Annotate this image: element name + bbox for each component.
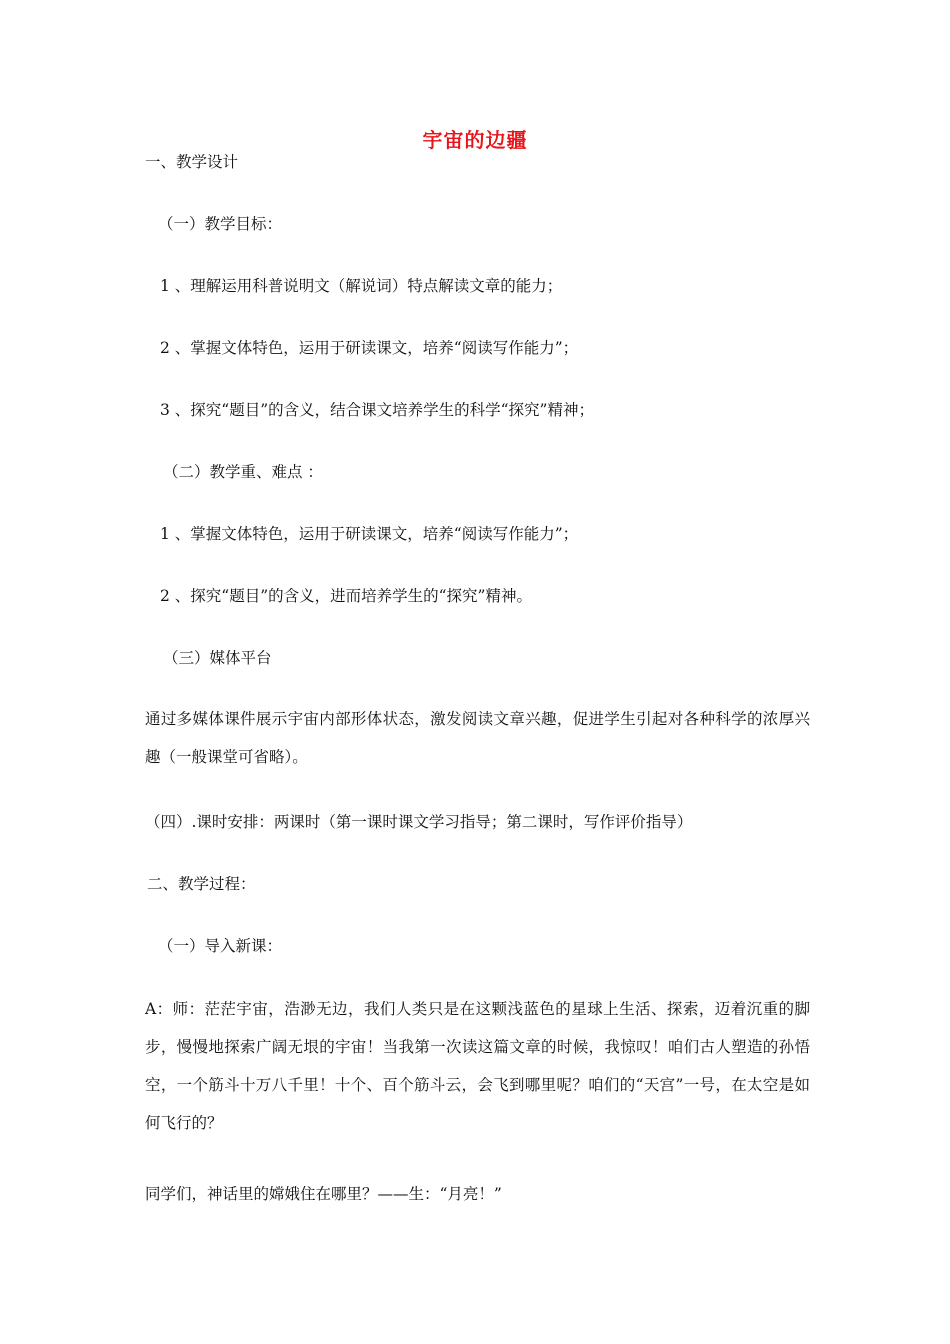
key-points-heading: （二）教学重、难点 ： bbox=[163, 463, 323, 481]
section1-heading: 一、教学设计 bbox=[145, 153, 239, 171]
intro-paragraph-a: A：师：茫茫宇宙，浩渺无边，我们人类只是在这颗浅蓝色的星球上生活、探索，迈着沉重的脚步，慢慢地探索广阔无垠的宇宙！当我第一次读这篇文章的时候，我惊叹！咱们古人塑造的孙悟空，一个筋斗十万八千里！十个、百个筋斗云，会飞到哪里呢？咱们的“天宫”一号，在太空是如何飞行的？ bbox=[145, 1000, 810, 1132]
media-paragraph: 通过多媒体课件展示宇宙内部形体状态，激发阅读文章兴趣，促进学生引起对各种科学的浓厚兴趣（一般课堂可省略）。 bbox=[145, 710, 810, 766]
schedule-line: （四）.课时安排：两课时（第一课时课文学习指导；第二课时，写作评价指导） bbox=[145, 813, 693, 831]
section2-heading: 二、教学过程： bbox=[147, 875, 256, 893]
key-point-item-1: 1 、掌握文体特色，运用于研读课文，培养“阅读写作能力”； bbox=[160, 525, 579, 543]
intro-heading: （一）导入新课： bbox=[158, 937, 283, 955]
objectives-heading: （一）教学目标： bbox=[158, 215, 283, 233]
key-point-item-2: 2 、探究“题目”的含义，进而培养学生的“探究”精神。 bbox=[160, 587, 532, 605]
media-heading: （三）媒体平台 bbox=[163, 649, 272, 667]
intro-question: 同学们，神话里的嫦娥住在哪里？——生：“月亮！” bbox=[145, 1185, 502, 1203]
objective-item-2: 2 、掌握文体特色，运用于研读课文，培养“阅读写作能力”； bbox=[160, 339, 579, 357]
objective-item-1: 1 、理解运用科普说明文（解说词）特点解读文章的能力； bbox=[160, 277, 563, 295]
objective-item-3: 3 、探究“题目”的含义，结合课文培养学生的科学“探究”精神； bbox=[160, 401, 594, 419]
document-title: 宇宙的边疆 bbox=[422, 128, 528, 152]
